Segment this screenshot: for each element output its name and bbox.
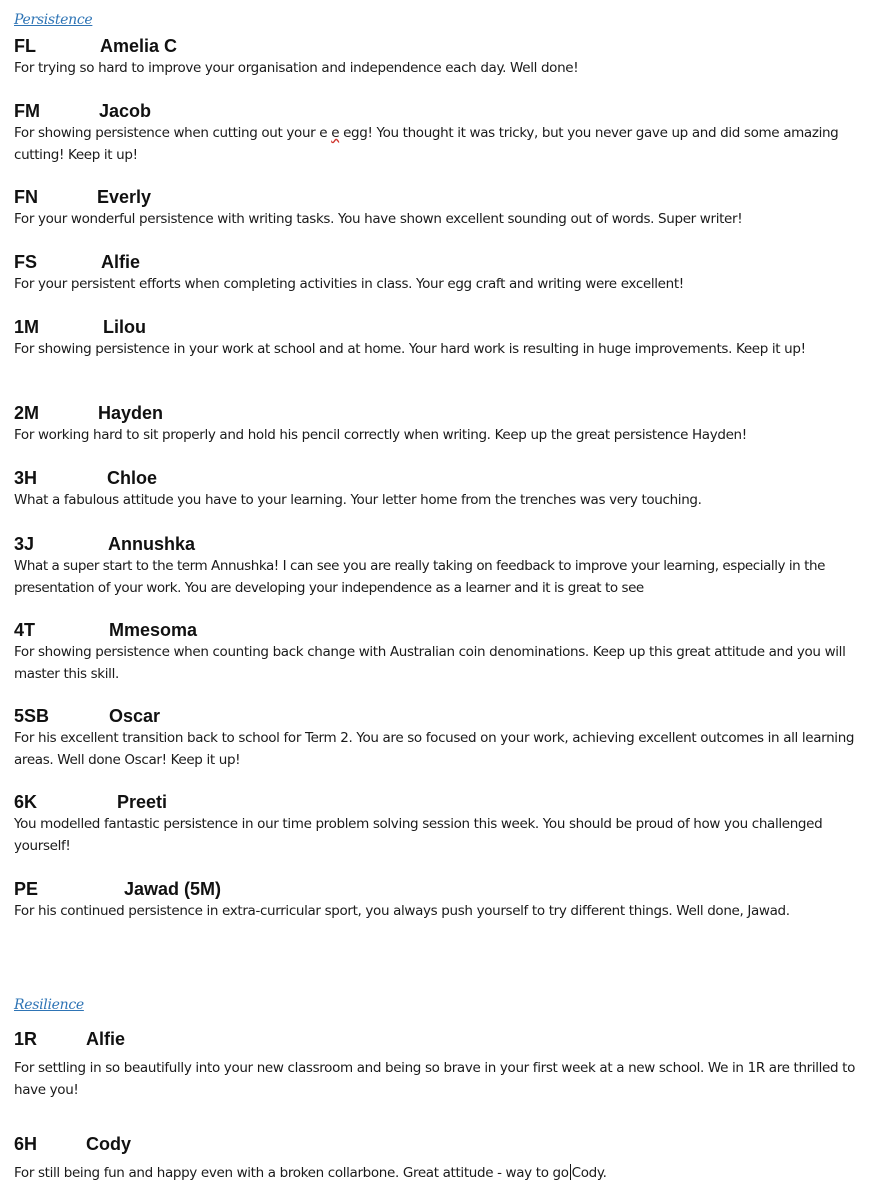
student-name: Cody xyxy=(86,1134,131,1154)
class-code: FS xyxy=(14,252,38,272)
student-name: Preeti xyxy=(117,792,168,812)
student-name: Hayden xyxy=(98,403,164,423)
class-code: 6H xyxy=(14,1134,38,1154)
section-heading-resilience: Resilience xyxy=(14,997,84,1013)
text-cursor xyxy=(570,1164,571,1180)
class-code: 3H xyxy=(14,468,38,488)
award-entry xyxy=(14,403,859,447)
class-code: PE xyxy=(14,879,39,899)
class-code: FL xyxy=(14,36,36,56)
award-text-part: egg! You thought it was tricky, but you never gave up and did some amazing cutting! Keep it up! xyxy=(14,125,839,163)
student-name: Jawad (5M) xyxy=(124,879,222,899)
award-entry xyxy=(14,1029,859,1101)
class-code: 1R xyxy=(14,1029,38,1049)
award-text: For working hard to sit properly and hold his pencil correctly when writing. Keep up the great persistence Hayden! xyxy=(14,427,747,443)
student-name: Everly xyxy=(97,187,152,207)
class-code: FM xyxy=(14,101,40,121)
award-entry xyxy=(14,468,859,512)
award-entry xyxy=(14,317,859,361)
award-entry xyxy=(14,792,859,857)
award-text: You modelled fantastic persistence in our time problem solving session this week. You should be proud of how you challenged yourself! xyxy=(14,816,823,854)
student-name: Annushka xyxy=(108,534,196,554)
award-entry xyxy=(14,101,859,166)
student-name: Alfie xyxy=(86,1029,126,1049)
award-text: For his continued persistence in extra-curricular sport, you always push yourself to try different things. Well done, Jawad. xyxy=(14,903,790,919)
award-entry xyxy=(14,1134,859,1185)
class-code: 6K xyxy=(14,792,38,812)
class-code: FN xyxy=(14,187,38,207)
class-code: 4T xyxy=(14,620,36,640)
award-text: For showing persistence when counting back change with Australian coin denominations. Keep up this great attitude and you will master this skill. xyxy=(14,644,846,682)
student-name: Lilou xyxy=(103,317,146,337)
spelling-error-mark[interactable]: e xyxy=(331,125,340,141)
student-name: Mmesoma xyxy=(109,620,198,640)
student-name: Alfie xyxy=(101,252,141,272)
student-name: Amelia C xyxy=(100,36,178,56)
award-text-part: For still being fun and happy even with a broken collarbone. Great attitude - way to go xyxy=(14,1165,569,1181)
award-text: For trying so hard to improve your organisation and independence each day. Well done! xyxy=(14,60,579,76)
class-code: 1M xyxy=(14,317,40,337)
award-entry xyxy=(14,534,859,599)
award-entry xyxy=(14,187,859,231)
award-text: For your wonderful persistence with writing tasks. You have shown excellent sounding out of words. Super writer! xyxy=(14,211,743,227)
award-text xyxy=(14,123,859,166)
award-text: For settling in so beautifully into your new classroom and being so brave in your first week at a new school. We in 1R are thrilled to have you! xyxy=(14,1060,856,1098)
award-text-part: Cody. xyxy=(571,1165,607,1181)
class-code: 5SB xyxy=(14,706,50,726)
class-code: 2M xyxy=(14,403,40,423)
award-text: What a super start to the term Annushka! I can see you are really taking on feedback to improve your learning, especially in the presentation of your work. You are developing your independence as a learner and it is great to see xyxy=(14,558,825,596)
student-name: Oscar xyxy=(109,706,161,726)
award-entry xyxy=(14,620,859,685)
award-entry xyxy=(14,706,859,771)
award-text: For your persistent efforts when completing activities in class. Your egg craft and writing were excellent! xyxy=(14,276,684,292)
award-entry xyxy=(14,252,859,296)
award-text-part: For showing persistence when cutting out your e xyxy=(14,125,332,141)
student-name: Chloe xyxy=(107,468,158,488)
award-text[interactable] xyxy=(14,1163,859,1185)
award-entry xyxy=(14,36,859,80)
award-text: For showing persistence in your work at school and at home. Your hard work is resulting in huge improvements. Keep it up! xyxy=(14,341,806,357)
award-entry xyxy=(14,879,859,923)
award-text: For his excellent transition back to school for Term 2. You are so focused on your work, achieving excellent outcomes in all learning areas. Well done Oscar! Keep it up! xyxy=(14,730,855,768)
section-heading-persistence: Persistence xyxy=(14,12,93,28)
student-name: Jacob xyxy=(99,101,152,121)
class-code: 3J xyxy=(14,534,35,554)
award-text: What a fabulous attitude you have to your learning. Your letter home from the trenches was very touching. xyxy=(14,492,702,508)
